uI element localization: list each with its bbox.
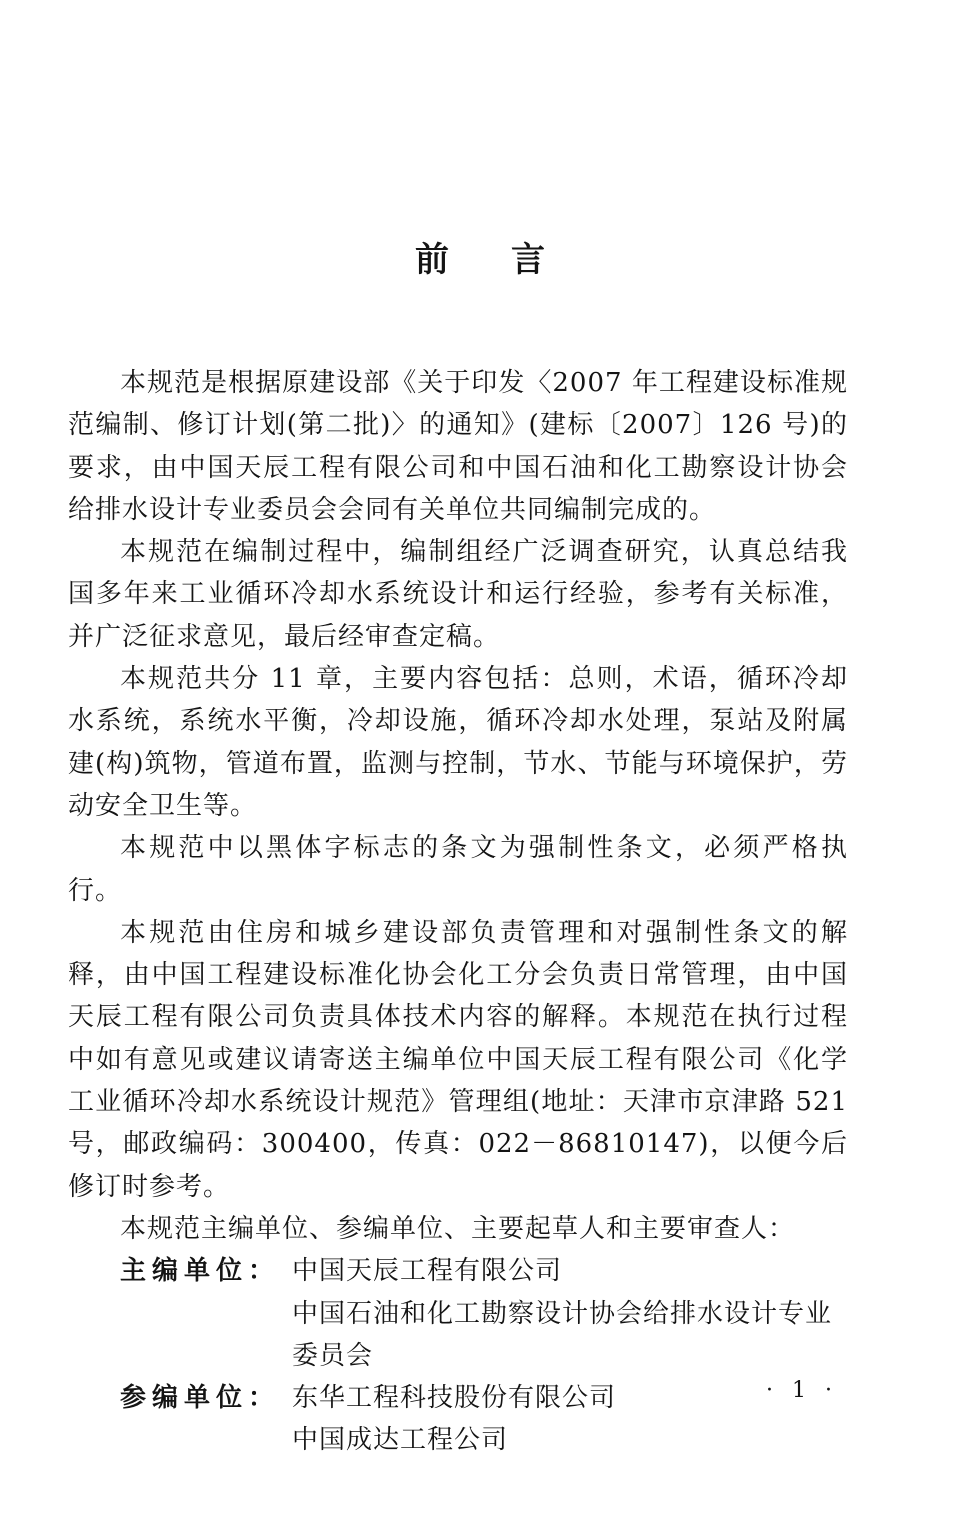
preface-body — [68, 362, 848, 1462]
paragraph-mandatory: 本规范中以黑体字标志的条文为强制性条文，必须严格执行。 — [68, 833, 848, 906]
chief-unit-2-cont: 委员会 — [292, 1340, 374, 1371]
chief-units-row — [68, 1250, 848, 1377]
title-char-2: 言 — [511, 240, 545, 280]
paragraph-basis: 本规范是根据原建设部《关于印发〈2007 年工程建设标准规范编制、修订计划(第二批)〉的通知》(建标〔2007〕126 号)的要求，由中国天辰工程有限公司和中国石油和化工勘察设计协会给排水设计专业委员会会同有关单位共同编制完成的。 — [68, 368, 848, 525]
paragraph-management: 本规范由住房和城乡建设部负责管理和对强制性条文的解释，由中国工程建设标准化协会化工分会负责日常管理，由中国天辰工程有限公司负责具体技术内容的解释。本规范在执行过程中如有意见或建议请寄送主编单位中国天辰工程有限公司《化学工业循环冷却水系统设计规范》管理组(地址：天津市京津路 521 号，邮政编码：300400，传真：022－86810147)，以便今后修订时参考。 — [68, 917, 848, 1202]
chief-units-list — [292, 1250, 848, 1377]
paragraph-units-intro: 本规范主编单位、参编单位、主要起草人和主要审查人： — [120, 1213, 796, 1244]
participating-unit-1: 东华工程科技股份有限公司 — [292, 1383, 617, 1414]
paragraph-contents: 本规范共分 11 章，主要内容包括：总则，术语，循环冷却水系统，系统水平衡，冷却设施，循环冷却水处理，泵站及附属建(构)筑物，管道布置，监测与控制，节水、节能与环境保护，劳动安全卫生等。 — [68, 664, 848, 821]
chief-units-label: 主编单位： — [120, 1256, 281, 1287]
participating-unit-2: 中国成达工程公司 — [292, 1425, 509, 1456]
participating-units-list — [292, 1377, 848, 1462]
page-title — [0, 236, 960, 284]
title-char-1: 前 — [415, 240, 449, 280]
chief-unit-1: 中国天辰工程有限公司 — [292, 1256, 563, 1287]
chief-unit-2: 中国石油和化工勘察设计协会给排水设计专业 — [292, 1298, 833, 1329]
page-number: · 1 · — [766, 1378, 838, 1403]
participating-units-row — [68, 1377, 848, 1462]
participating-units-label: 参编单位： — [120, 1383, 281, 1414]
paragraph-process: 本规范在编制过程中，编制组经广泛调查研究，认真总结我国多年来工业循环冷却水系统设计和运行经验，参考有关标准，并广泛征求意见，最后经审查定稿。 — [68, 537, 848, 652]
